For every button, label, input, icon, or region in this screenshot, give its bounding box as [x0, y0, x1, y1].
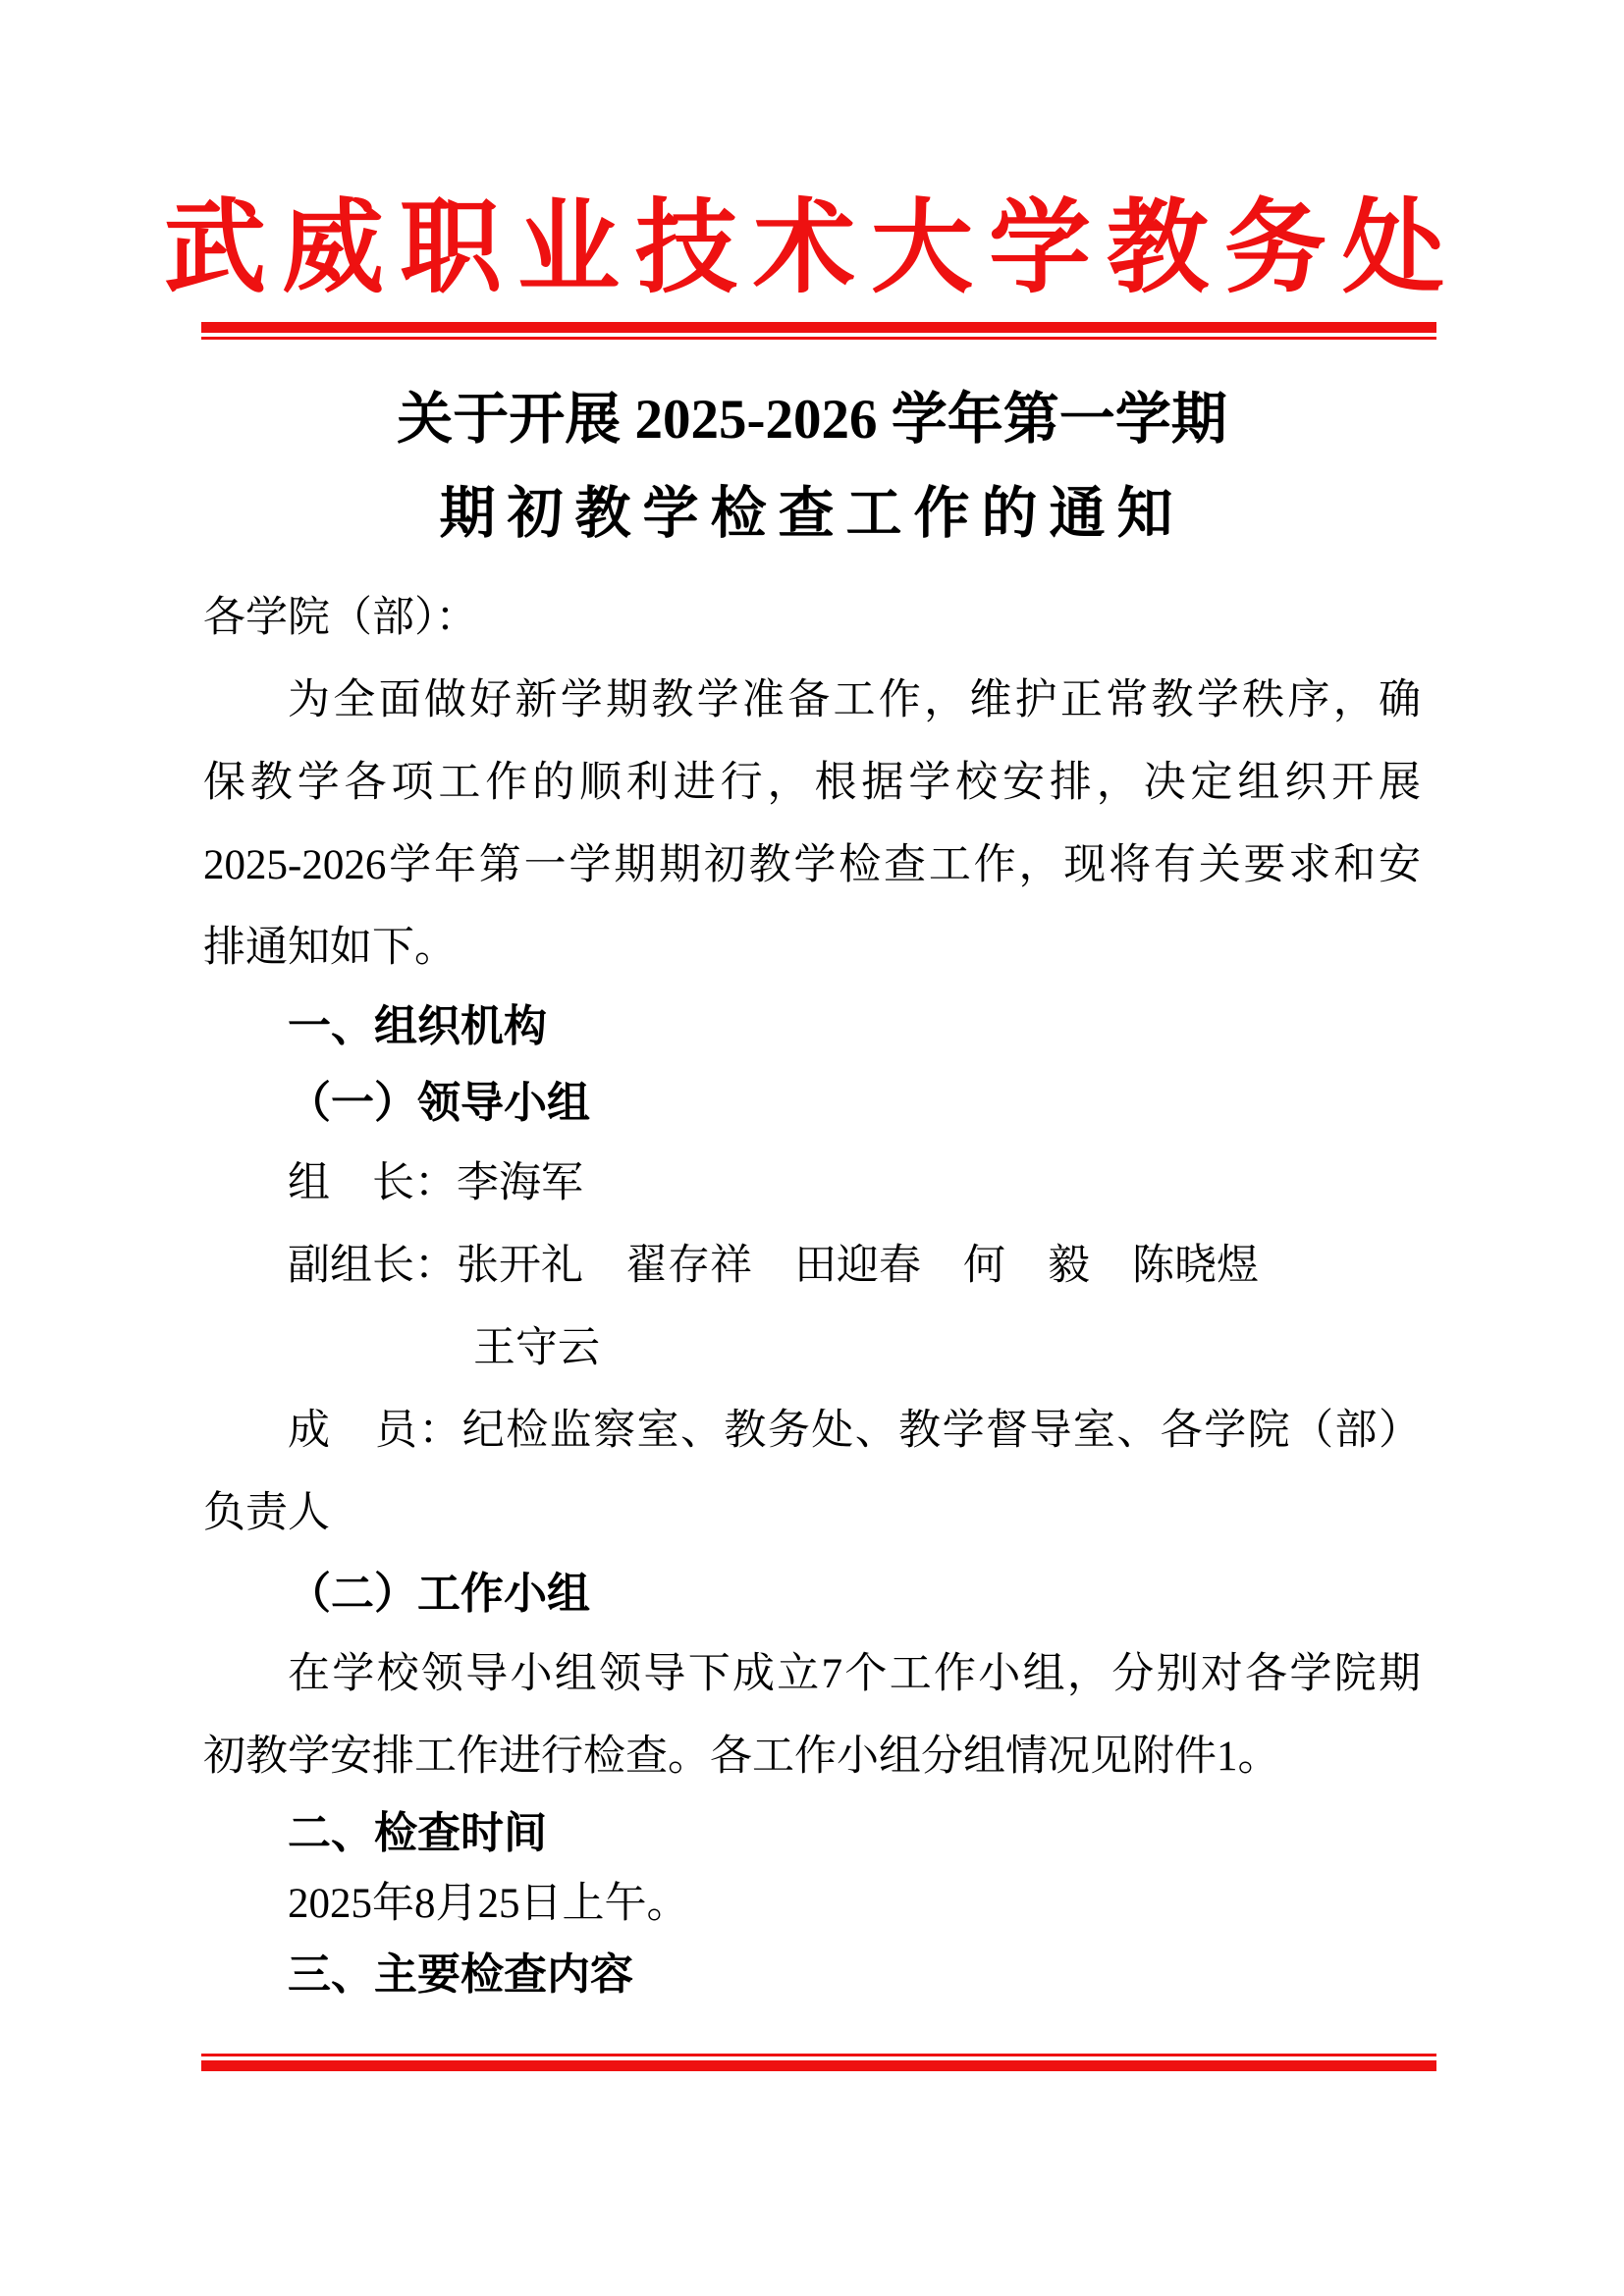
section1-sub2-heading: （二）工作小组	[288, 1570, 590, 1618]
members-line2: 负责人	[203, 1490, 330, 1536]
masthead-rule	[201, 322, 1436, 340]
para1-line4: 排通知如下。	[203, 925, 457, 971]
deputy-line2: 王守云	[473, 1325, 600, 1371]
footer-rule-thick-bar	[201, 2060, 1436, 2071]
section1-para-line1: 在学校领导小组领导下成立7个工作小组，分别对各学院期	[288, 1651, 1421, 1697]
masthead-title: 武威职业技术大学教务处	[163, 192, 1460, 305]
document-title	[0, 373, 1624, 561]
document-title-line2: 期初教学检查工作的通知	[439, 483, 1185, 545]
document-body	[203, 577, 1421, 2010]
section1-heading: 一、组织机构	[288, 1002, 547, 1050]
document-title-line1: 关于开展 2025-2026 学年第一学期	[397, 389, 1227, 451]
section2-heading: 二、检查时间	[288, 1809, 547, 1857]
footer-rule	[201, 2054, 1436, 2071]
members-line1: 成 员：纪检监察室、教务处、教学督导室、各学院（部）	[288, 1408, 1421, 1454]
masthead-rule-thick-bar	[201, 322, 1436, 333]
section1-sub1-heading: （一）领导小组	[288, 1079, 590, 1127]
section1-para-line2: 初教学安排工作进行检查。各工作小组分组情况见附件1。	[203, 1734, 1280, 1780]
para1-line2: 保教学各项工作的顺利进行，根据学校安排，决定组织开展	[203, 760, 1421, 806]
salutation: 各学院（部）：	[203, 595, 478, 641]
para1-line3: 2025-2026学年第一学期期初教学检查工作，现将有关要求和安	[203, 842, 1421, 888]
masthead-rule-thin-bar	[201, 337, 1436, 340]
section3-heading: 三、主要检查内容	[288, 1950, 633, 1999]
para1-line1: 为全面做好新学期教学准备工作，维护正常教学秩序，确	[288, 677, 1421, 723]
check-time-line: 2025年8月25日上午。	[288, 1881, 689, 1927]
leader-line: 组 长：李海军	[288, 1160, 583, 1206]
deputy-line1: 副组长：张开礼 翟存祥 田迎春 何 毅 陈晓煜	[288, 1243, 1259, 1289]
